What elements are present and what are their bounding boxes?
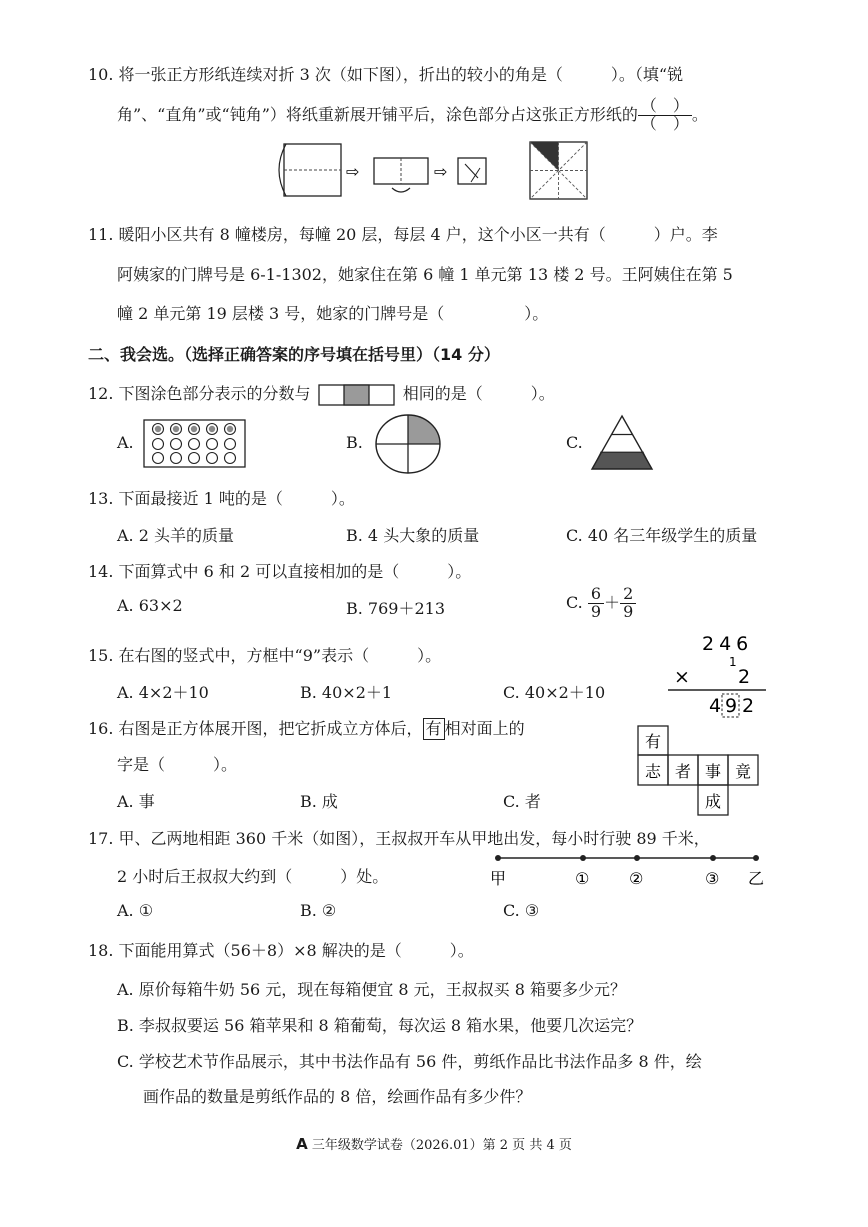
q14-option-c — [566, 586, 636, 621]
q14-fraction-1-den: 9 — [590, 601, 602, 621]
q17-line1: 17. 甲、乙两地相距 360 千米（如图），王叔叔开车从甲地出发，每小时行驶 89 千米， — [88, 829, 710, 848]
q16-net-row-4: 竟 — [735, 762, 752, 781]
q16-stem — [88, 716, 525, 740]
q10-square-full — [284, 144, 341, 196]
q10-line2 — [117, 98, 708, 133]
q10-line2-end: 。 — [691, 104, 708, 124]
q13-option-c: C. 40 名三年级学生的质量 — [566, 526, 758, 545]
q14-fraction-2-den: 9 — [623, 601, 634, 621]
q10-line1: 10. 将一张正方形纸连续对折 3 次（如下图），折出的较小的角是（ ）。（填“锐 — [88, 65, 684, 84]
q10-folding-diagram — [268, 138, 598, 204]
q17-point-3: ③ — [705, 869, 720, 888]
q12-option-b-label: B. — [346, 433, 363, 452]
q15-vertical-multiplication — [660, 628, 772, 720]
q10-frac-den: （ ） — [640, 113, 689, 133]
q15-result-digit-3: 2 — [742, 695, 755, 717]
q15-option-b: B. 40×2＋1 — [300, 683, 393, 702]
q18-option-b: B. 李叔叔要运 56 箱苹果和 8 箱葡萄，每次运 8 箱水果，他要几次运完？ — [117, 1016, 643, 1035]
q14-option-c-label: C. — [566, 592, 583, 612]
q15-top-number: 246 — [702, 633, 754, 655]
q14-fraction-1-num: 6 — [588, 586, 604, 604]
q16-net-row-2: 者 — [675, 762, 692, 781]
q12-option-c-triangle — [590, 414, 654, 472]
q17-start-label: 甲 — [490, 869, 507, 888]
q15-times-sign: × — [674, 666, 690, 688]
q12-stem-a: 12. 下图涂色部分表示的分数与 — [88, 384, 311, 403]
q14-plus: ＋ — [604, 592, 621, 612]
q10-frac-num: （ ） — [638, 98, 692, 116]
q11-line1: 11. 暖阳小区共有 8 幢楼房，每幢 20 层，每层 4 户，这个小区一共有（ ）户。李 — [88, 225, 718, 244]
q14-fraction-2 — [620, 586, 636, 621]
q16-net-bottom: 成 — [705, 792, 722, 811]
q18-option-c-line2: 画作品的数量是剪纸作品的 8 倍，绘画作品有多少件？ — [143, 1087, 532, 1106]
q16-option-c: C. 者 — [503, 792, 541, 811]
q16-line2: 字是（ ）。 — [117, 755, 238, 774]
q10-line2-text: 角”、“直角”或“钝角”）将纸重新展开铺平后，涂色部分占这张正方形纸的 — [117, 104, 638, 124]
q16-stem-b: 相对面上的 — [444, 719, 525, 738]
q17-point-1: ① — [575, 869, 590, 888]
q15-option-a: A. 4×2＋10 — [117, 683, 209, 702]
q13-option-b: B. 4 头大象的质量 — [346, 526, 480, 545]
q16-net-row-3: 事 — [705, 762, 722, 781]
q15-stem: 15. 在右图的竖式中，方框中“9”表示（ ）。 — [88, 646, 442, 665]
q14-option-b: B. 769＋213 — [346, 599, 446, 618]
q14-option-a: A. 63×2 — [117, 596, 183, 615]
q10-answer-fraction — [638, 98, 692, 133]
q10-fold-arrow-3 — [471, 168, 480, 182]
q11-line3: 幢 2 单元第 19 层楼 3 号，她家的门牌号是（ ）。 — [117, 304, 549, 323]
section-2-title: 二、我会选。（选择正确答案的序号填在括号里）（14 分） — [88, 345, 500, 364]
q12-option-b-circle — [373, 413, 443, 475]
q14-fraction-2-num: 2 — [620, 586, 636, 604]
q16-net-row-1: 志 — [645, 762, 662, 781]
q17-end-label: 乙 — [748, 869, 765, 888]
q17-option-c: C. ③ — [503, 901, 540, 920]
q15-multiplier: 2 — [738, 666, 751, 688]
q11-line2: 阿姨家的门牌号是 6-1-1302，她家住在第 6 幢 1 单元第 13 楼 2 号。王阿姨住在第 5 — [117, 265, 733, 284]
footer-paper-mark: A — [296, 1135, 308, 1153]
q18-option-a: A. 原价每箱牛奶 56 元，现在每箱便宜 8 元，王叔叔买 8 箱要多少元？ — [117, 980, 626, 999]
q17-distance-line — [486, 848, 766, 892]
q17-option-b: B. ② — [300, 901, 337, 920]
q12-option-a-circles — [143, 419, 247, 469]
q10-arrow-2: ⇨ — [434, 162, 448, 181]
q12-option-a-label: A. — [117, 433, 134, 452]
q17-option-a: A. ① — [117, 901, 154, 920]
q16-cube-net — [636, 724, 764, 818]
q10-diagonal-fold — [465, 164, 478, 178]
q10-arrow-1: ⇨ — [346, 162, 360, 181]
page-footer — [0, 1134, 868, 1153]
q15-result-digit-1: 4 — [709, 695, 722, 717]
q12-option-c-label: C. — [566, 433, 583, 452]
q13-option-a: A. 2 头羊的质量 — [117, 526, 234, 545]
q16-stem-a: 16. 右图是正方体展开图，把它折成立方体后， — [88, 719, 423, 738]
q18-stem: 18. 下面能用算式（56＋8）×8 解决的是（ ）。 — [88, 941, 474, 960]
q16-boxed-char: 有 — [423, 718, 445, 740]
q14-fraction-1 — [588, 586, 604, 621]
q17-line2: 2 小时后王叔叔大约到（ ）处。 — [117, 867, 389, 886]
q18-option-c-line1: C. 学校艺术节作品展示，其中书法作品有 56 件，剪纸作品比书法作品多 8 件，绘 — [117, 1052, 702, 1071]
q15-result-boxed-digit: 9 — [725, 695, 738, 717]
q16-option-b: B. 成 — [300, 792, 338, 811]
q12-stem — [88, 381, 555, 407]
q15-carry-digit: 1 — [729, 655, 737, 669]
q17-point-2: ② — [629, 869, 644, 888]
footer-text: 三年级数学试卷（2026.01）第 2 页 共 4 页 — [311, 1138, 572, 1153]
q14-stem: 14. 下面算式中 6 和 2 可以直接相加的是（ ）。 — [88, 562, 472, 581]
q16-net-top: 有 — [645, 732, 662, 751]
q15-option-c: C. 40×2＋10 — [503, 683, 606, 702]
q12-reference-bar — [318, 383, 396, 407]
q16-option-a: A. 事 — [117, 792, 155, 811]
q13-stem: 13. 下面最接近 1 吨的是（ ）。 — [88, 489, 355, 508]
q10-fold-arrow-2 — [392, 188, 410, 192]
q12-stem-b: 相同的是（ ）。 — [402, 384, 555, 403]
